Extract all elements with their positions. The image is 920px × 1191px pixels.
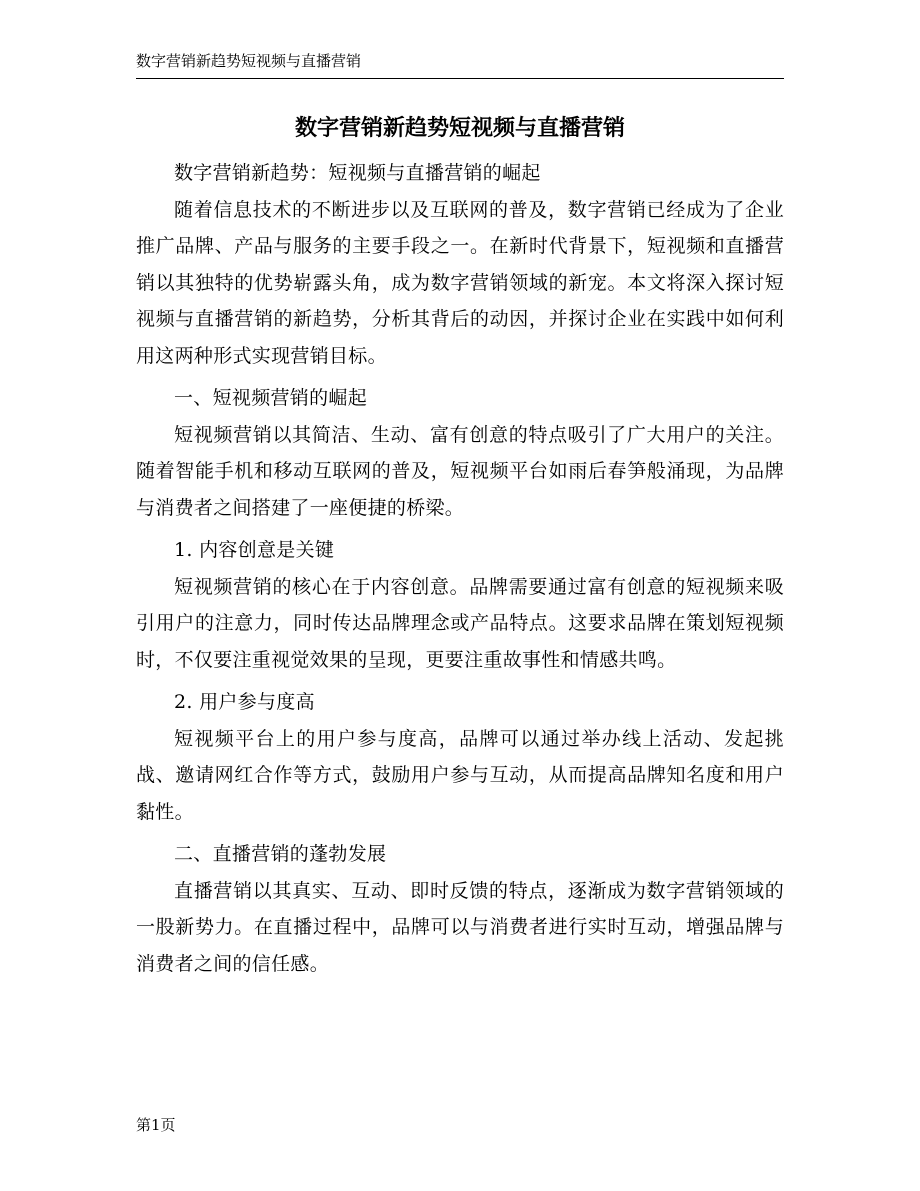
point2-heading: 2. 用户参与度高 [174,691,315,713]
intro-paragraph: 随着信息技术的不断进步以及互联网的普及，数字营销已经成为了企业推广品牌、产品与服务的主要手段之一。在新时代背景下，短视频和直播营销以其独特的优势崭露头角，成为数字营销领域的新宠。本文将深入探讨短视频与直播营销的新趋势，分析其背后的动因，并探讨企业在实践中如何利用这两种形式实现营销目标。 [136,198,784,367]
document-title: 数字营销新趋势短视频与直播营销 [294,116,625,141]
running-header: 数字营销新趋势短视频与直播营销 [136,52,362,70]
document-subtitle: 数字营销新趋势：短视频与直播营销的崛起 [174,162,541,184]
section2-heading: 二、直播营销的蓬勃发展 [174,843,387,865]
section1-heading: 一、短视频营销的崛起 [174,387,368,409]
point2-paragraph: 短视频平台上的用户参与度高，品牌可以通过举办线上活动、发起挑战、邀请网红合作等方式，鼓励用户参与互动，从而提高品牌知名度和用户黏性。 [136,727,784,823]
point1-paragraph: 短视频营销的核心在于内容创意。品牌需要通过富有创意的短视频来吸引用户的注意力，同时传达品牌理念或产品特点。这要求品牌在策划短视频时，不仅要注重视觉效果的呈现，更要注重故事性和情感共鸣。 [136,575,784,671]
header-divider [136,78,784,79]
point1-heading: 1. 内容创意是关键 [174,539,335,561]
section2-paragraph: 直播营销以其真实、互动、即时反馈的特点，逐渐成为数字营销领域的一股新势力。在直播过程中，品牌可以与消费者进行实时互动，增强品牌与消费者之间的信任感。 [136,879,784,975]
document-body [136,155,784,982]
section1-paragraph: 短视频营销以其简洁、生动、富有创意的特点吸引了广大用户的关注。随着智能手机和移动互联网的普及，短视频平台如雨后春笋般涌现，为品牌与消费者之间搭建了一座便捷的桥梁。 [136,423,784,519]
page-number: 第1页 [136,1116,176,1134]
